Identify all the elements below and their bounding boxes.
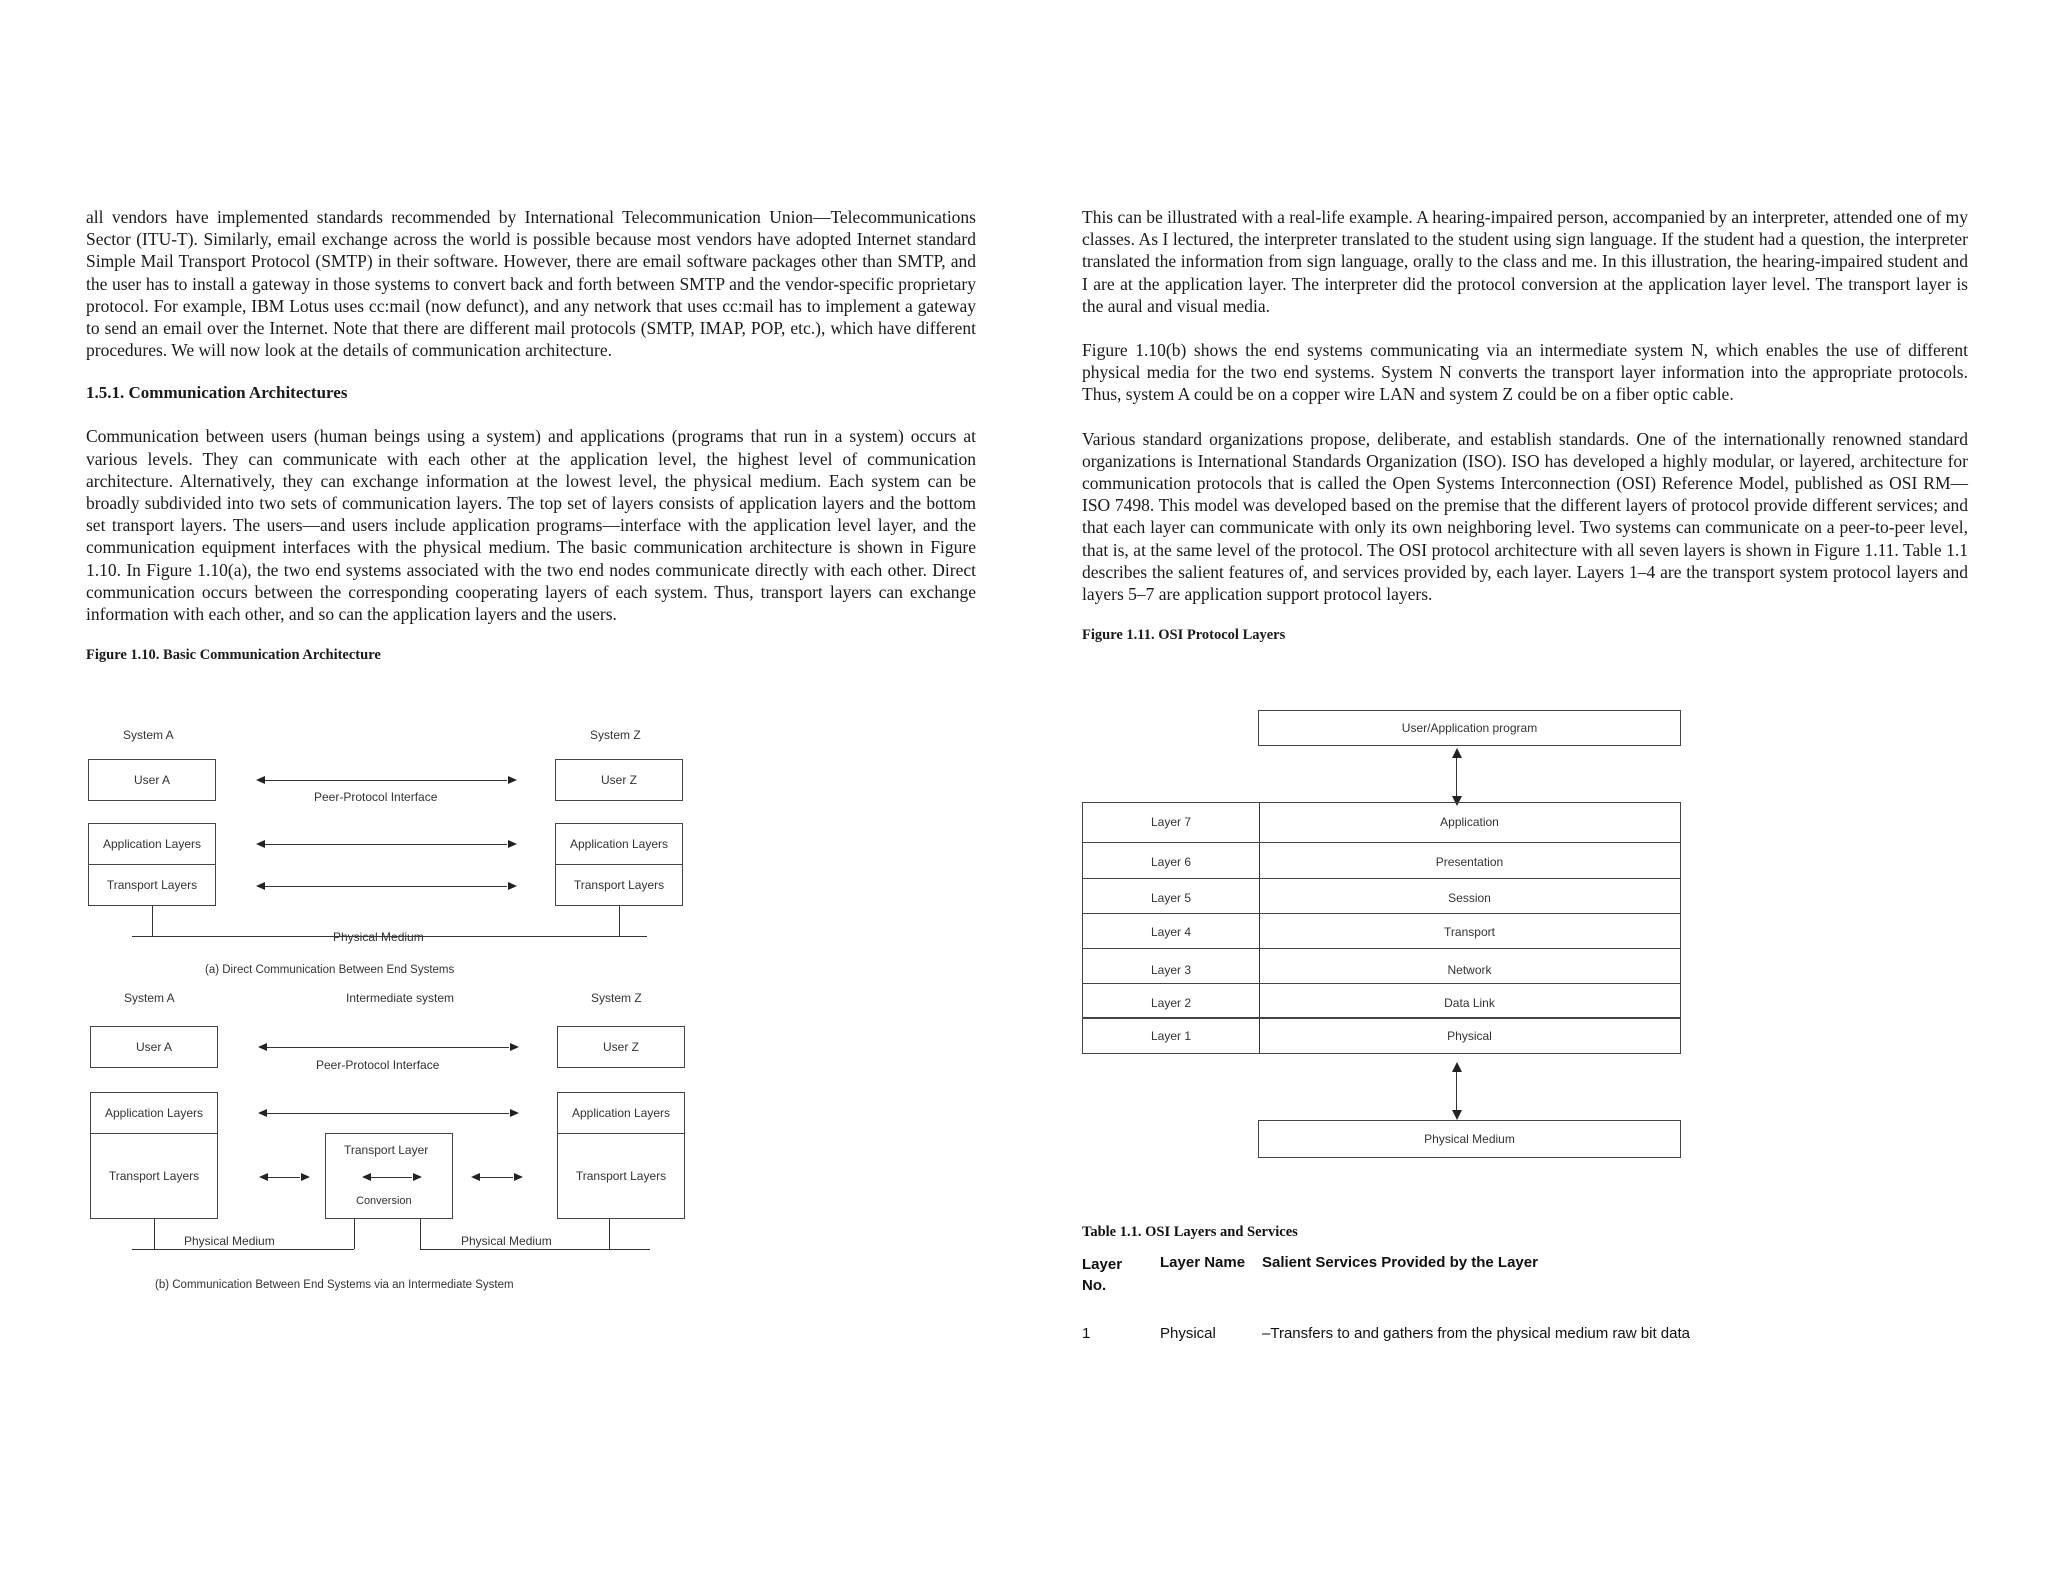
- arrow-left-icon: [471, 1173, 480, 1181]
- table-header-no-label: No.: [1082, 1277, 1107, 1294]
- conversion-label: Conversion: [356, 1195, 412, 1207]
- app-layers-z-box: Application Layers: [557, 1092, 685, 1134]
- figure-1-11-diagram: [1082, 708, 1692, 1168]
- layer-3-number: Layer 3: [1150, 963, 1192, 977]
- user-application-box: User/Application program: [1258, 710, 1681, 746]
- app-layers-a-box: Application Layers: [90, 1092, 218, 1134]
- table-header-layer-no: [1082, 1254, 1122, 1296]
- intermediate-system-label: Intermediate system: [346, 991, 455, 1005]
- physical-drop-z: [619, 906, 620, 936]
- physical-medium-left-label: Physical Medium: [184, 1234, 275, 1248]
- figure-1-10b-diagram: [88, 988, 708, 1298]
- layer-7-name: Application: [1440, 815, 1499, 829]
- user-z-box: User Z: [555, 759, 683, 801]
- arrow-up-icon: [1452, 748, 1462, 758]
- transport-layer-label: Transport Layer: [344, 1143, 429, 1157]
- figure-1-10a-diagram: [88, 725, 708, 985]
- layer-7-number: Layer 7: [1150, 815, 1192, 829]
- layer-1-name: Physical: [1447, 1029, 1492, 1043]
- table-header-services: Salient Services Provided by the Layer: [1262, 1254, 1538, 1271]
- user-a-box: User A: [90, 1026, 218, 1068]
- arrow-left-icon: [258, 1109, 267, 1117]
- conversion-arrow-line: [366, 1177, 412, 1178]
- right-paragraph-1: This can be illustrated with a real-life example. A hearing-impaired person, accompanied by an interpreter, attended one of my classes. As I lectured, the interpreter translated to the student using sign language. If the student had a question, the interpreter translated the information from sign language, orally to the class and me. In this illustration, the hearing-impaired student and I are at the application layer. The interpreter did the protocol conversion at the application layer level. The transport layer is the aural and visual media.: [1082, 207, 1968, 316]
- layer-2-name: Data Link: [1444, 996, 1495, 1010]
- arrow-right-icon: [514, 1173, 523, 1181]
- arrow-up-icon: [1452, 1062, 1462, 1072]
- table-1-1-caption: Table 1.1. OSI Layers and Services: [1082, 1224, 1298, 1240]
- table-header-layer-name: Layer Name: [1160, 1254, 1246, 1271]
- physical-drop-a: [152, 906, 153, 936]
- bottom-connector-line: [1456, 1068, 1457, 1112]
- table-row-1-name: Physical: [1160, 1325, 1216, 1342]
- osi-column-divider: [1259, 803, 1260, 1019]
- layer-4-name: Transport: [1444, 925, 1495, 939]
- arrow-right-icon: [508, 840, 517, 848]
- layer-4-number: Layer 4: [1150, 925, 1192, 939]
- left-paragraph-2: Communication between users (human beings using a system) and applications (programs that run in a system) occurs at various levels. They can communicate with each other at the application level, the highest level of communication architecture. Alternatively, they can exchange information at the lowest level, the physical medium. Each system can be broadly subdivided into two sets of communication layers. The top set of layers consists of application layers and the bottom set transport layers. The users—and users include application programs—interface with the application level layer, and the communication equipment interfaces with the physical medium. The basic communication architecture is shown in Figure 1.10. In Figure 1.10(a), the two end systems associated with the two end nodes communicate directly with each other. Direct communication occurs between the corresponding cooperating layers of each system. Thus, transport layers can exchange information with each other, and so can the application layers and the users.: [86, 426, 976, 625]
- transport-layers-z-box: Transport Layers: [557, 1133, 685, 1219]
- osi-layer-stack: [1082, 802, 1681, 1020]
- layer-6-name: Presentation: [1435, 855, 1504, 869]
- figure-1-10-caption: Figure 1.10. Basic Communication Architecture: [86, 647, 381, 664]
- peer-protocol-label: Peer-Protocol Interface: [316, 1058, 440, 1072]
- app-arrow-line: [260, 844, 507, 845]
- system-a-label: System A: [124, 991, 175, 1005]
- app-arrow-line: [262, 1113, 509, 1114]
- physical-medium-right-label: Physical Medium: [461, 1234, 552, 1248]
- system-z-label: System Z: [590, 728, 641, 742]
- physical-medium-label: Physical Medium: [333, 930, 424, 944]
- figure-1-10b-caption: (b) Communication Between End Systems via an Intermediate System: [155, 1279, 514, 1291]
- app-layers-a-box: Application Layers: [88, 823, 216, 865]
- user-z-box: User Z: [557, 1026, 685, 1068]
- arrow-left-icon: [256, 840, 265, 848]
- arrow-left-icon: [258, 1043, 267, 1051]
- arrow-right-icon: [510, 1109, 519, 1117]
- physical-drop-z: [609, 1219, 610, 1249]
- system-a-label: System A: [123, 728, 174, 742]
- arrow-right-icon: [508, 776, 517, 784]
- top-connector-line: [1456, 754, 1457, 798]
- arrow-left-icon: [256, 776, 265, 784]
- layer-1-number: Layer 1: [1150, 1029, 1192, 1043]
- figure-1-11-caption: Figure 1.11. OSI Protocol Layers: [1082, 627, 1286, 644]
- arrow-left-icon: [256, 882, 265, 890]
- section-heading: 1.5.1. Communication Architectures: [86, 383, 348, 403]
- physical-medium-line-right: [420, 1249, 650, 1250]
- left-paragraph-1: all vendors have implemented standards recommended by International Telecommunication Union—Telecommunications Sector (ITU-T). Similarly, email exchange across the world is possible because most vendors have adopted Internet standard Simple Mail Transport Protocol (SMTP) in their software. However, there are email software packages other than SMTP, and the user has to install a gateway in those systems to convert back and forth between SMTP and the vendor-specific proprietary protocol. For example, IBM Lotus uses cc:mail (now defunct), and any network that uses cc:mail has to implement a gateway to send an email over the Internet. Note that there are different mail protocols (SMTP, IMAP, POP, etc.), which have different procedures. We will now look at the details of communication architecture.: [86, 207, 976, 361]
- right-transport-arrow-line: [475, 1177, 513, 1178]
- figure-1-10a-caption: (a) Direct Communication Between End Systems: [205, 964, 455, 976]
- physical-drop-a: [154, 1219, 155, 1249]
- peer-arrow-line: [260, 780, 507, 781]
- layer-5-name: Session: [1448, 891, 1491, 905]
- layer-1-row: [1082, 1018, 1681, 1054]
- arrow-down-icon: [1452, 1110, 1462, 1120]
- peer-protocol-label: Peer-Protocol Interface: [314, 790, 438, 804]
- physical-medium-line-left: [132, 1249, 354, 1250]
- transport-layers-a-box: Transport Layers: [88, 864, 216, 906]
- layer-3-name: Network: [1447, 963, 1492, 977]
- arrow-right-icon: [413, 1173, 422, 1181]
- layer-2-number: Layer 2: [1150, 996, 1192, 1010]
- transport-layers-a-box: Transport Layers: [90, 1133, 218, 1219]
- transport-layers-z-box: Transport Layers: [555, 864, 683, 906]
- physical-drop-n-left: [354, 1219, 355, 1249]
- right-column: [1082, 206, 1968, 644]
- left-transport-arrow-line: [263, 1177, 300, 1178]
- arrow-right-icon: [301, 1173, 310, 1181]
- app-layers-z-box: Application Layers: [555, 823, 683, 865]
- layer-5-number: Layer 5: [1150, 891, 1192, 905]
- table-row-1-number: 1: [1082, 1325, 1091, 1342]
- arrow-left-icon: [362, 1173, 371, 1181]
- system-z-label: System Z: [591, 991, 642, 1005]
- peer-arrow-line: [262, 1047, 509, 1048]
- transport-arrow-line: [260, 886, 507, 887]
- table-row-1-description: –Transfers to and gathers from the physical medium raw bit data: [1262, 1325, 1690, 1342]
- layer-6-number: Layer 6: [1150, 855, 1192, 869]
- right-paragraph-3: Various standard organizations propose, deliberate, and establish standards. One of the internationally renowned standard organizations is International Standards Organization (ISO). ISO has developed a highly modular, or layered, architecture for communication protocols that is called the Open Systems Interconnection (OSI) Reference Model, published as OSI RM—ISO 7498. This model was developed based on the premise that the different layers of protocol provide different services; and that each layer can communicate with only its own neighboring level. Two systems can communicate on a peer-to-peer level, that is, at the same level of the protocol. The OSI protocol architecture with all seven layers is shown in Figure 1.11. Table 1.1 describes the salient features of, and services provided by, each layer. Layers 1–4 are the transport system protocol layers and layers 5–7 are application support protocol layers.: [1082, 428, 1968, 605]
- table-header-layer-label: Layer: [1082, 1256, 1123, 1273]
- arrow-right-icon: [508, 882, 517, 890]
- arrow-right-icon: [510, 1043, 519, 1051]
- arrow-left-icon: [259, 1173, 268, 1181]
- right-paragraph-2: Figure 1.10(b) shows the end systems communicating via an intermediate system N, which enables the use of different physical media for the two end systems. System N converts the transport layer information into the appropriate protocols. Thus, system A could be on a copper wire LAN and system Z could be on a fiber optic cable.: [1082, 340, 1968, 405]
- physical-medium-box: Physical Medium: [1258, 1120, 1681, 1158]
- user-a-box: User A: [88, 759, 216, 801]
- left-column: [86, 206, 976, 664]
- physical-drop-n-right: [420, 1219, 421, 1249]
